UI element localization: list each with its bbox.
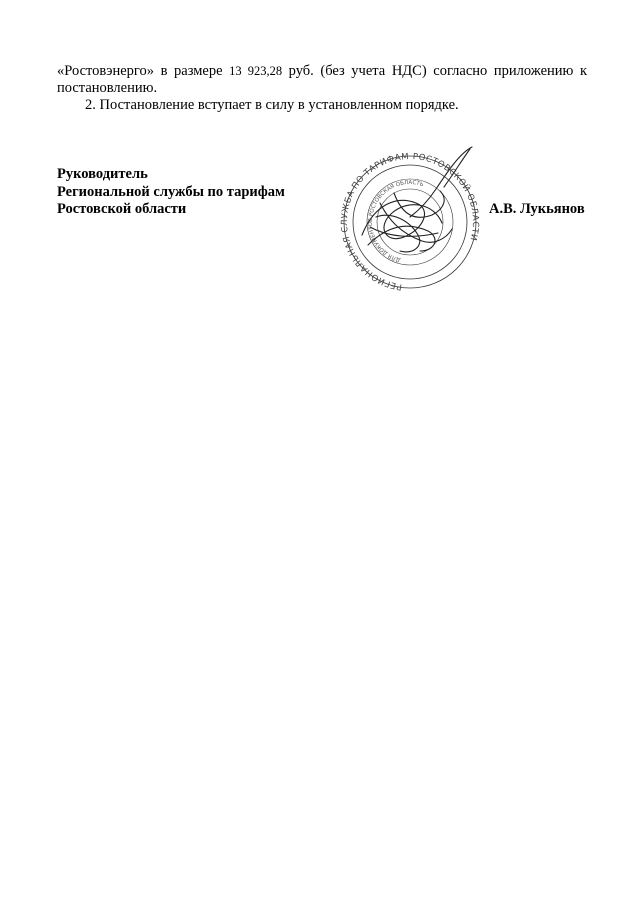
paragraph-1-text-end: руб. (без учета НДС) согласно приложению к постановлению. xyxy=(57,63,587,96)
seal-outer-textpath: РЕГИОНАЛЬНАЯ СЛУЖБА ПО ТАРИФАМ РОСТОВСКОЙ ОБЛАСТИ xyxy=(340,151,480,291)
signatory-title-line-2: Региональной службы по тарифам xyxy=(57,183,285,200)
amount-value: 13 923,28 xyxy=(229,64,283,78)
seal-inner-text xyxy=(368,180,424,263)
official-seal-stamp xyxy=(340,143,480,291)
seal-outer-text xyxy=(340,152,480,291)
signatory-name: А.В. Лукьянов xyxy=(489,201,585,217)
signatory-title xyxy=(57,166,285,219)
seal-inner-textpath: ДЛЯ ДОКУМЕНТОВ РОСТОВСКАЯ ОБЛАСТЬ xyxy=(367,179,425,263)
signatory-title-line-1: Руководитель xyxy=(57,166,148,182)
body-paragraph-1 xyxy=(57,63,587,97)
paragraph-1-text-start: «Ростовэнерго» в размере xyxy=(57,63,230,79)
body-paragraph-2: 2. Постановление вступает в силу в установленном порядке. xyxy=(85,97,459,113)
signatory-title-line-3: Ростовской области xyxy=(57,201,187,217)
